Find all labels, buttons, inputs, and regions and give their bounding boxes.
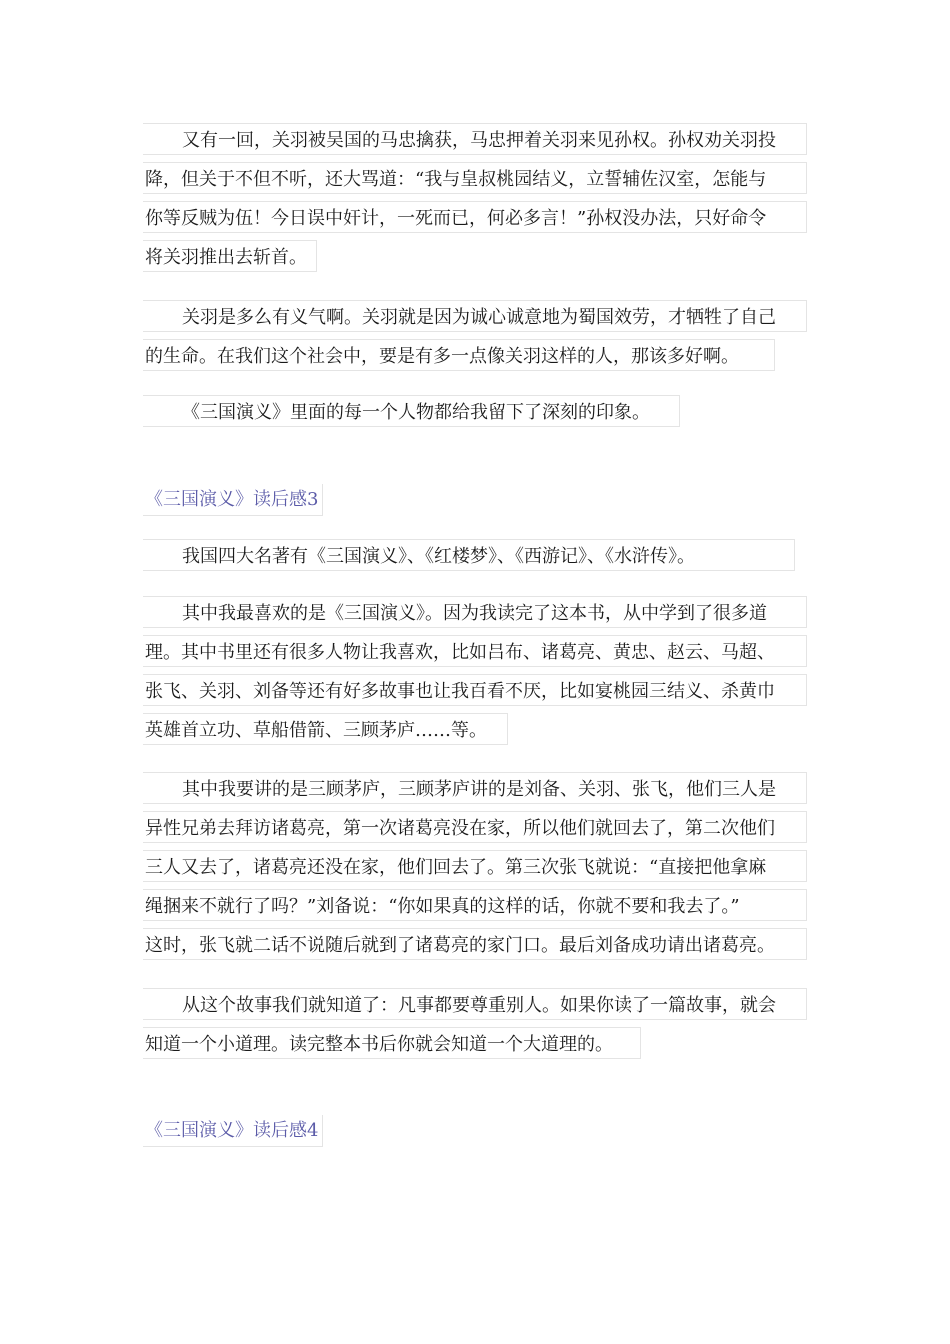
text-line [143, 199, 807, 238]
text-line [143, 1025, 807, 1064]
paragraph-three-visits [143, 770, 807, 965]
text-line [143, 711, 807, 750]
text-line [143, 770, 807, 809]
text-line [143, 633, 807, 672]
text-line [143, 393, 807, 432]
text-line [143, 848, 807, 887]
text-line [143, 594, 807, 633]
text-line [143, 337, 807, 376]
paragraph-impression [143, 393, 807, 432]
text-line-content: 又有一回，关羽被吴国的马忠擒获，马忠押着关羽来见孙权。孙权劝关羽投 [182, 130, 776, 151]
paragraph-guan-yu-captured [143, 121, 807, 277]
text-line-content: 关羽是多么有义气啊。关羽就是因为诚心诚意地为蜀国效劳，才牺牲了自己 [182, 307, 776, 328]
text-line-content: 降，但关于不但不听，还大骂道：“我与皇叔桃园结义，立誓辅佐汉室，怎能与 [145, 169, 767, 190]
text-line [143, 986, 807, 1025]
paragraph-guan-yu-loyalty [143, 298, 807, 376]
text-line [143, 537, 807, 576]
text-line-content: 知道一个小道理。读完整本书后你就会知道一个大道理的。 [145, 1034, 613, 1055]
text-line-content: 《三国演义》里面的每一个人物都给我留下了深刻的印象。 [182, 402, 650, 423]
text-line-content: 从这个故事我们就知道了：凡事都要尊重别人。如果你读了一篇故事，就会 [182, 995, 776, 1016]
text-line-content: 三人又去了，诸葛亮还没在家，他们回去了。第三次张飞就说：“直接把他拿麻 [145, 857, 767, 878]
text-line [143, 298, 807, 337]
text-line-content: 绳捆来不就行了吗？”刘备说：“你如果真的这样的话，你就不要和我去了。” [145, 896, 740, 917]
text-line-content: 理。其中书里还有很多人物让我喜欢，比如吕布、诸葛亮、黄忠、赵云、马超、 [145, 642, 775, 663]
paragraph-four-classics [143, 537, 807, 576]
text-line [143, 887, 807, 926]
text-line [143, 160, 807, 199]
text-line [143, 672, 807, 711]
text-line-content: 其中我要讲的是三顾茅庐，三顾茅庐讲的是刘备、关羽、张飞，他们三人是 [182, 779, 776, 800]
text-line [143, 238, 807, 277]
text-line-content: 其中我最喜欢的是《三国演义》。因为我读完了这本书，从中学到了很多道 [182, 603, 767, 624]
section-heading: 《三国演义》读后感3 [143, 484, 323, 516]
section-heading: 《三国演义》读后感4 [143, 1115, 323, 1147]
text-line [143, 926, 807, 965]
paragraph-favorite-book [143, 594, 807, 750]
text-line-content: 异性兄弟去拜访诸葛亮，第一次诸葛亮没在家，所以他们就回去了，第二次他们 [145, 818, 775, 839]
paragraph-lesson [143, 986, 807, 1064]
text-line [143, 809, 807, 848]
text-line-content: 这时，张飞就二话不说随后就到了诸葛亮的家门口。最后刘备成功请出诸葛亮。 [145, 935, 775, 956]
text-line-content: 你等反贼为伍！今日误中奸计，一死而已，何必多言！”孙权没办法，只好命令 [145, 208, 767, 229]
text-line [143, 121, 807, 160]
text-line-content: 英雄首立功、草船借箭、三顾茅庐……等。 [145, 720, 487, 741]
text-line-content: 将关羽推出去斩首。 [145, 247, 307, 268]
text-line-content: 的生命。在我们这个社会中，要是有多一点像关羽这样的人，那该多好啊。 [145, 346, 739, 367]
text-line-content: 我国四大名著有《三国演义》、《红楼梦》、《西游记》、《水浒传》。 [182, 546, 695, 567]
text-line-content: 张飞、关羽、刘备等还有好多故事也让我百看不厌，比如宴桃园三结义、杀黄巾 [145, 681, 775, 702]
